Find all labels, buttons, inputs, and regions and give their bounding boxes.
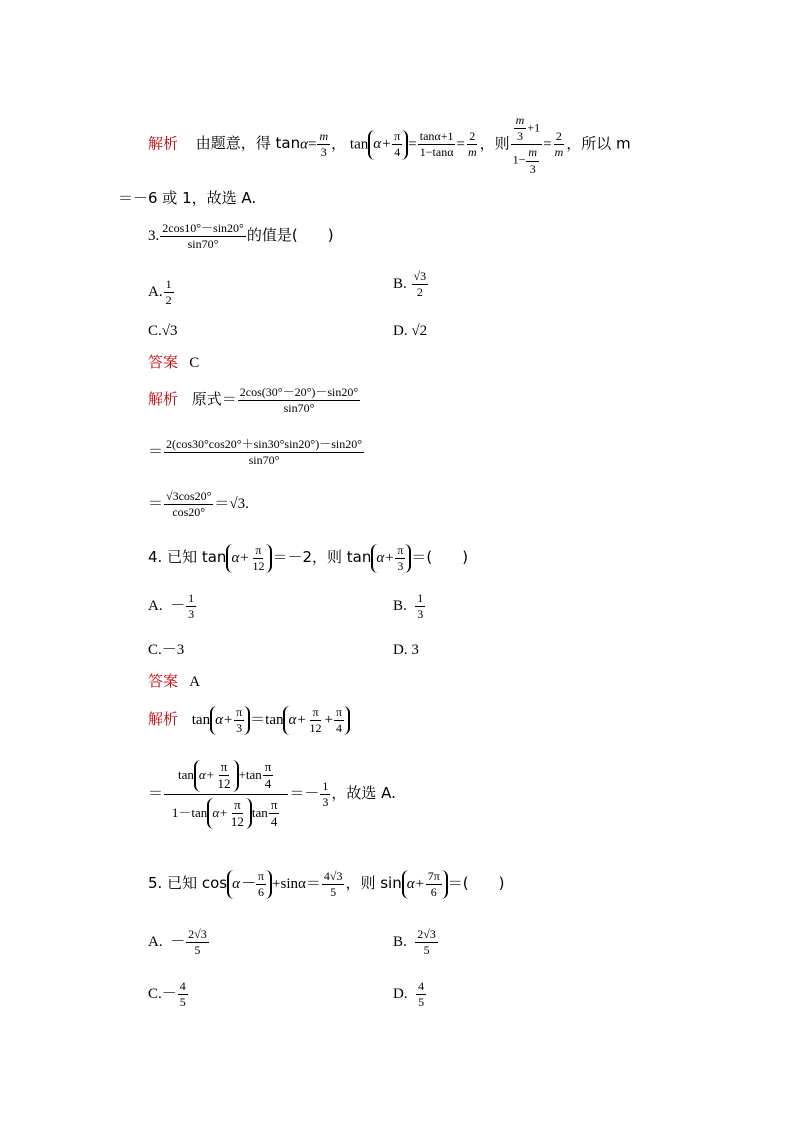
solution-4-line-2: [148, 760, 396, 829]
den: 6: [258, 885, 264, 900]
num: 7π: [426, 870, 442, 885]
fraction: [415, 592, 425, 621]
text: 4. 已知 tan: [148, 548, 227, 567]
num: π: [234, 706, 244, 721]
fraction: [234, 706, 244, 735]
num: 4: [178, 980, 188, 995]
d: 3: [516, 129, 523, 144]
plus-tan: +tan: [238, 766, 262, 782]
d: 4: [270, 813, 278, 829]
eq: ＝: [148, 786, 164, 803]
paren-group: [227, 870, 272, 899]
paren-group: [402, 870, 448, 899]
solution-4-line-1: [148, 706, 350, 735]
fraction: [256, 870, 266, 899]
text: 由题意，得 tan: [195, 134, 301, 153]
d: 4: [264, 776, 272, 792]
den: 5: [179, 995, 186, 1010]
q4-option-c: C.－3: [148, 642, 185, 658]
expr: α－: [232, 876, 255, 893]
q5-option-d: [393, 980, 427, 1009]
fraction: [412, 270, 429, 299]
expr: α+: [231, 550, 250, 567]
q5-option-c: [148, 980, 189, 1009]
den: 1−tanα: [419, 145, 454, 160]
inner-fraction: [526, 146, 539, 175]
inner-fraction: [514, 114, 527, 143]
text: ，所以 m: [566, 134, 631, 153]
d: 12: [217, 776, 231, 792]
fraction: [164, 490, 213, 519]
question-3: [148, 222, 334, 251]
solution-line-1: [148, 114, 631, 176]
num: [164, 760, 288, 795]
n: π: [219, 760, 230, 776]
solution-line-2: ＝－6 或 1，故选 A.: [118, 189, 257, 207]
solution-3-line-3: ＝ $\frac{√3\cos 20^\circ}{\cos 20^\circ}$ ＝√3.: [148, 489, 249, 520]
text: ＝( ): [411, 548, 469, 567]
tan: tan: [191, 712, 211, 729]
label: D.: [393, 986, 408, 1003]
label: B.: [393, 276, 407, 293]
q4-option-a: [148, 592, 197, 621]
q3-option-b: [393, 270, 429, 299]
paren-group: [194, 760, 239, 792]
fraction: [317, 130, 330, 159]
answer-value: A: [189, 674, 201, 690]
fraction: [229, 798, 246, 830]
fraction: [426, 870, 442, 899]
expr: α+: [288, 712, 307, 729]
fraction: [322, 870, 345, 899]
solution-3-line-1: [148, 386, 361, 415]
q3-option-d: D. √2: [393, 323, 428, 339]
eq: =: [308, 136, 317, 153]
fraction: [160, 222, 246, 251]
fraction: [216, 760, 233, 792]
text: ＝√3.: [214, 496, 249, 513]
eq: =: [408, 136, 417, 153]
num: π: [395, 544, 405, 559]
sign: －: [170, 598, 186, 615]
expr: α+: [198, 766, 215, 782]
n: m: [526, 146, 539, 161]
den: [511, 145, 542, 175]
num: π: [253, 544, 263, 559]
text: ＝tan: [250, 712, 284, 729]
num: 2√3: [186, 928, 209, 943]
expr: α+: [373, 136, 392, 153]
paren-group: [207, 798, 252, 830]
q5-option-a: [148, 928, 210, 957]
fraction: [418, 130, 456, 159]
num: √3cos20°: [164, 490, 213, 505]
alpha: α: [300, 136, 308, 153]
fraction: [395, 544, 405, 573]
text: 原式＝: [191, 390, 237, 409]
den: 4: [394, 145, 401, 160]
comma: ，: [331, 134, 347, 153]
fraction: [263, 760, 274, 792]
num: 2√3: [415, 928, 438, 943]
fraction: [466, 130, 479, 159]
question-4: [148, 544, 468, 573]
den: 12: [309, 721, 322, 736]
q-number: 3.: [148, 228, 160, 245]
tan: tan: [178, 766, 194, 782]
q4-option-b: [393, 592, 426, 621]
num: π: [334, 706, 344, 721]
num: 2: [554, 130, 564, 145]
den: 3: [188, 607, 195, 622]
fraction: [553, 130, 566, 159]
den: cos20°: [172, 505, 206, 520]
expr: α+: [376, 550, 395, 567]
num: π: [392, 130, 402, 145]
den: 5: [194, 943, 201, 958]
text: ，故选 A.: [331, 784, 396, 803]
num: 1: [415, 592, 425, 607]
num: √3: [412, 270, 429, 285]
den: 3: [236, 721, 243, 736]
den: 3: [320, 145, 327, 160]
d: 3: [529, 161, 536, 176]
text: 5. 已知 cos: [148, 874, 228, 893]
q3-option-a: [148, 278, 175, 307]
q5-option-b: [393, 928, 439, 957]
big-fraction: [164, 760, 288, 829]
d: 12: [230, 813, 244, 829]
label: A.: [148, 934, 163, 951]
num: [511, 114, 542, 145]
answer-4: [148, 674, 200, 690]
label: A.: [148, 284, 163, 301]
eq: =: [543, 136, 552, 153]
expr: α+: [406, 876, 425, 893]
q4-option-d: D. 3: [393, 642, 419, 658]
analysis-label: 解析: [148, 390, 179, 409]
answer-3: [148, 355, 199, 371]
num: 2: [467, 130, 477, 145]
text: ＝－2，则 tan: [272, 548, 372, 567]
num: 4: [416, 980, 426, 995]
sign: －: [170, 934, 186, 951]
label: C.－: [148, 986, 177, 1003]
den: 3: [417, 607, 424, 622]
den: 5: [423, 943, 430, 958]
label: B.: [393, 598, 407, 615]
paren-group: [283, 706, 350, 735]
answer-value: C: [189, 355, 200, 371]
fraction: [186, 592, 196, 621]
num: π: [310, 706, 320, 721]
answer-label: 答案: [148, 672, 179, 690]
question-5: [148, 870, 505, 899]
den: 12: [252, 559, 265, 574]
analysis-label: 解析: [148, 710, 179, 729]
one-minus: 1−: [512, 152, 526, 167]
expr: α+: [215, 712, 234, 729]
fraction: [392, 130, 402, 159]
den: 2: [416, 285, 423, 300]
n: π: [263, 760, 274, 776]
den: sin70°: [248, 453, 280, 468]
fraction: [164, 438, 364, 467]
eq: ＝－: [289, 786, 320, 803]
label: A.: [148, 598, 163, 615]
num: 1: [164, 278, 174, 293]
fraction: [164, 278, 174, 307]
fraction: [415, 928, 438, 957]
text: 的值是( ): [246, 226, 334, 245]
fraction: [269, 798, 280, 830]
den: 3: [397, 559, 404, 574]
den: m: [554, 145, 564, 160]
fraction: [416, 980, 426, 1009]
den: 6: [430, 885, 437, 900]
den: m: [467, 145, 477, 160]
num: 1: [320, 780, 330, 795]
text: +sinα＝: [272, 876, 321, 893]
den: [170, 795, 282, 830]
analysis-label: 解析: [148, 134, 179, 153]
den: sin70°: [283, 401, 315, 416]
n: π: [269, 798, 280, 814]
fraction: [320, 780, 330, 809]
text: ，则: [479, 134, 510, 153]
fraction: [307, 706, 323, 735]
n: m: [514, 114, 527, 129]
fraction: [250, 544, 266, 573]
answer-label: 答案: [148, 353, 179, 371]
one-minus-tan: 1－tan: [171, 804, 208, 820]
num: 1: [186, 592, 196, 607]
solution-3-line-2: ＝ $\frac{2(\cos 30^\circ\cos 20^\circ+\sin 30^\circ\sin 20^\circ)-\sin 20^\circ}{\sin 70^\circ}$: [148, 437, 363, 468]
eq: =: [456, 136, 465, 153]
text: ，则 sin: [345, 874, 402, 893]
q3-option-c: C.√3: [148, 323, 178, 339]
paren-group: [371, 544, 411, 573]
num: 4√3: [322, 870, 345, 885]
paren-group: [226, 544, 272, 573]
n: π: [232, 798, 243, 814]
label: B.: [393, 934, 407, 951]
tan: tan: [251, 804, 268, 820]
num: m: [317, 130, 330, 145]
den: sin70°: [187, 237, 219, 252]
fraction: [334, 706, 344, 735]
den: 5: [418, 995, 425, 1010]
complex-fraction: [511, 114, 542, 176]
fraction: [178, 980, 188, 1009]
plus: +: [324, 712, 333, 729]
num: 2cos10°－sin20°: [160, 222, 246, 237]
fraction: [186, 928, 209, 957]
den: 2: [165, 293, 172, 308]
paren-group: [210, 706, 250, 735]
num: 2(cos30°cos20°＋sin30°sin20°)－sin20°: [164, 438, 364, 453]
den: 4: [335, 721, 342, 736]
text: ＝( ): [447, 874, 505, 893]
expr: α+: [212, 804, 228, 820]
fraction: [238, 386, 360, 415]
num: π: [256, 870, 266, 885]
paren-group: [368, 130, 408, 159]
num: 2cos(30°－20°)－sin20°: [238, 386, 360, 401]
plus-one: +1: [527, 120, 541, 135]
num: tanα+1: [418, 130, 456, 145]
den: 3: [322, 795, 329, 810]
den: 5: [330, 885, 337, 900]
tan: tan: [349, 136, 369, 153]
